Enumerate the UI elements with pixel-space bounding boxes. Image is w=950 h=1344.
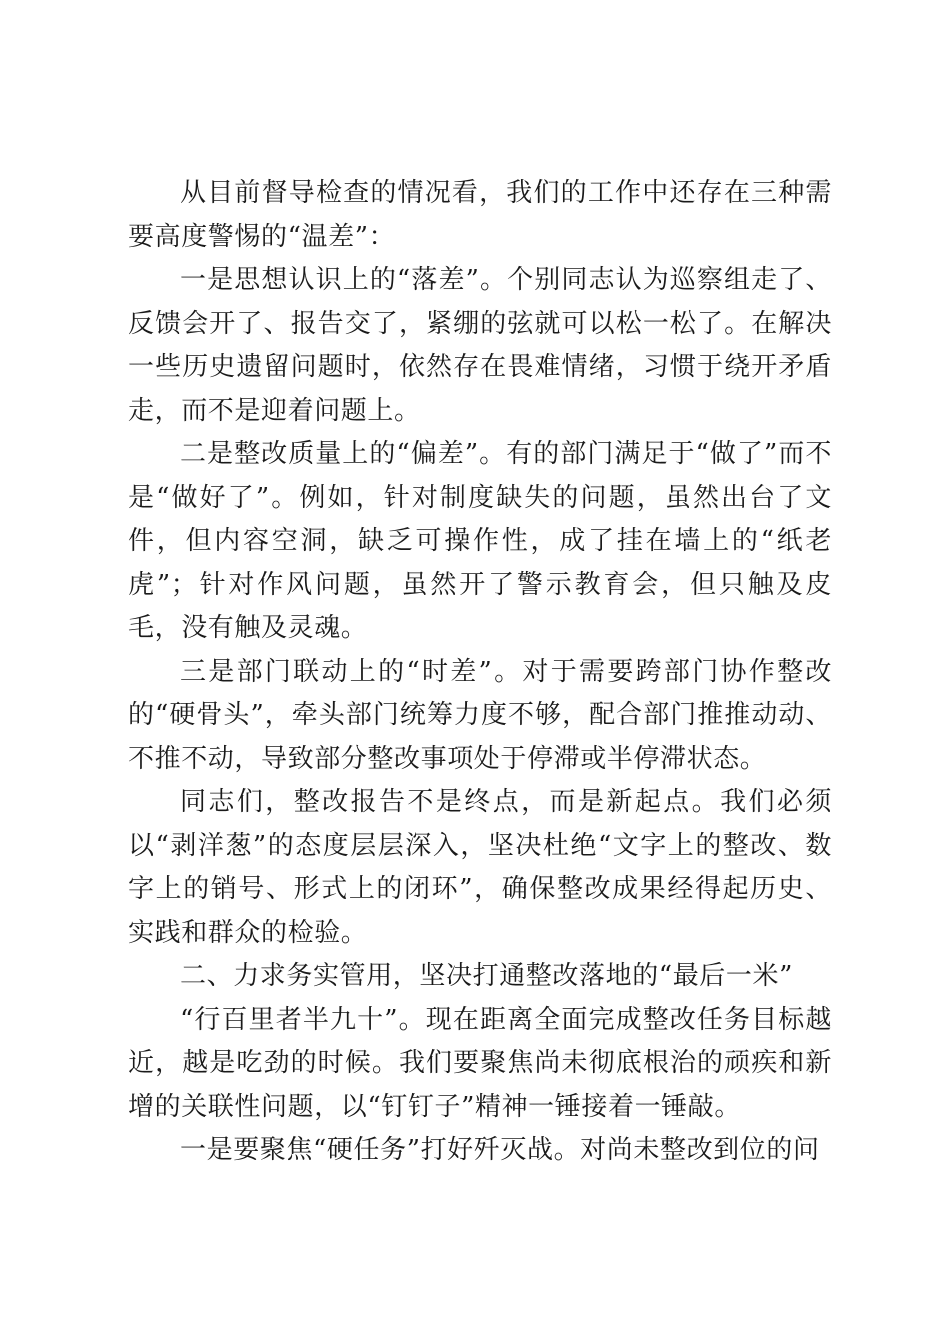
section-heading: 二、力求务实管用，坚决打通整改落地的“最后一米” — [180, 961, 793, 991]
paragraph-intro: 从目前督导检查的情况看，我们的工作中还存在三种需要高度警惕的“温差”： — [128, 178, 832, 252]
paragraph-point-two: 二是整改质量上的“偏差”。有的部门满足于“做了”而不是“做好了”。例如，针对制度缺失的问题，虽然出台了文件，但内容空洞，缺乏可操作性，成了挂在墙上的“纸老虎”；针对作风问题，虽然开了警示教育会，但只触及皮毛，没有触及灵魂。 — [128, 439, 832, 643]
paragraph-point-three: 三是部门联动上的“时差”。对于需要跨部门协作整改的“硬骨头”，牵头部门统筹力度不够，配合部门推推动动、不推不动，导致部分整改事项处于停滞或半停滞状态。 — [128, 656, 832, 774]
paragraph-task-one: 一是要聚焦“硬任务”打好歼灭战。对尚未整改到位的问 — [180, 1135, 820, 1165]
paragraph-section-intro: “行百里者半九十”。现在距离全面完成整改任务目标越近，越是吃劲的时候。我们要聚焦尚未彻底根治的顽疾和新增的关联性问题，以“钉钉子”精神一锤接着一锤敲。 — [128, 1004, 832, 1122]
paragraph-point-one: 一是思想认识上的“落差”。个别同志认为巡察组走了、反馈会开了、报告交了，紧绷的弦就可以松一松了。在解决一些历史遗留问题时，依然存在畏难情绪，习惯于绕开矛盾走，而不是迎着问题上。 — [128, 265, 832, 426]
paragraph-conclusion: 同志们，整改报告不是终点，而是新起点。我们必须以“剥洋葱”的态度层层深入，坚决杜绝“文字上的整改、数字上的销号、形式上的闭环”，确保整改成果经得起历史、实践和群众的检验。 — [128, 787, 832, 948]
document-body — [128, 172, 832, 1173]
